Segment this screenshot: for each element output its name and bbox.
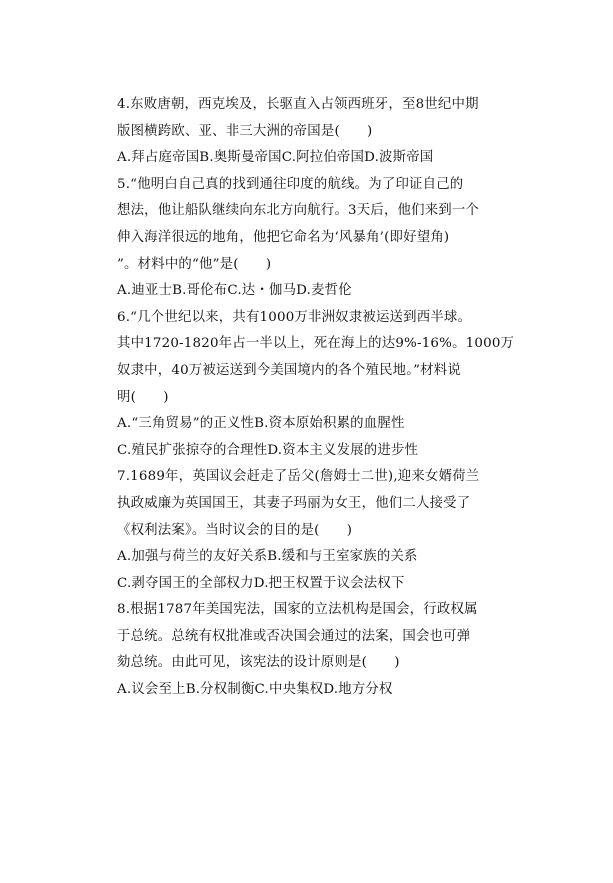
question-8-stem-line-2: 于总统。总统有权批准或否决国会通过的法案，国会也可弹 xyxy=(117,628,471,644)
question-5-stem-line-2: 想法，他让船队继续向东北方向航行。3天后，他们来到一个 xyxy=(117,203,480,219)
question-6-stem-line-4: 明( ) xyxy=(117,389,169,405)
question-text-block xyxy=(117,92,515,704)
question-6-options-line-1: A.“三角贸易”的正义性B.资本原始积累的血腥性 xyxy=(117,416,405,432)
question-6-stem-line-1: 6.“几个世纪以来，共有1000万非洲奴隶被运送到西半球。 xyxy=(117,309,472,325)
question-7-stem-line-3: 《权利法案》。当时议会的目的是( ) xyxy=(117,522,353,538)
question-6-stem-line-2: 其中1720-1820年占一半以上，死在海上的达9%-16%。1000万 xyxy=(117,336,515,352)
question-5-stem-line-1: 5.“他明白自己真的找到通往印度的航线。为了印证自己的 xyxy=(117,176,464,192)
question-8-stem-line-1: 8.根据1787年美国宪法，国家的立法机构是国会，行政权属 xyxy=(117,602,478,618)
question-5-stem-line-3: 伸入海洋很远的地角，他把它命名为‘风暴角’(即好望角) xyxy=(117,229,450,245)
question-4-stem-line-2: 版图横跨欧、亚、非三大洲的帝国是( ) xyxy=(117,123,373,139)
question-7-options-line-1: A.加强与荷兰的友好关系B.缓和与王室家族的关系 xyxy=(117,549,418,565)
question-7-options-line-2: C.剥夺国王的全部权力D.把王权置于议会法权下 xyxy=(117,575,405,591)
question-5-stem-line-4: ”。材料中的“他”是( ) xyxy=(117,256,272,272)
question-4-options: A.拜占庭帝国B.奥斯曼帝国C.阿拉伯帝国D.波斯帝国 xyxy=(117,150,434,166)
question-8-options: A.议会至上B.分权制衡C.中央集权D.地方分权 xyxy=(117,682,393,698)
question-4-stem-line-1: 4.东败唐朝，西克埃及，长驱直入占领西班牙，至8世纪中期 xyxy=(117,97,479,112)
question-5-options: A.迪亚士B.哥伦布C.达・伽马D.麦哲伦 xyxy=(117,283,352,299)
question-6-stem-line-3: 奴隶中，40万被运送到今美国境内的各个殖民地。”材料说 xyxy=(117,362,461,378)
question-7-stem-line-1: 7.1689年，英国议会赶走了岳父(詹姆士二世),迎来女婿荷兰 xyxy=(117,469,480,485)
question-6-options-line-2: C.殖民扩张掠夺的合理性D.资本主义发展的进步性 xyxy=(117,442,419,458)
question-8-stem-line-3: 劾总统。由此可见，该宪法的设计原则是( ) xyxy=(117,655,400,671)
question-7-stem-line-2: 执政威廉为英国国王，其妻子玛丽为女王，他们二人接受了 xyxy=(117,495,471,511)
